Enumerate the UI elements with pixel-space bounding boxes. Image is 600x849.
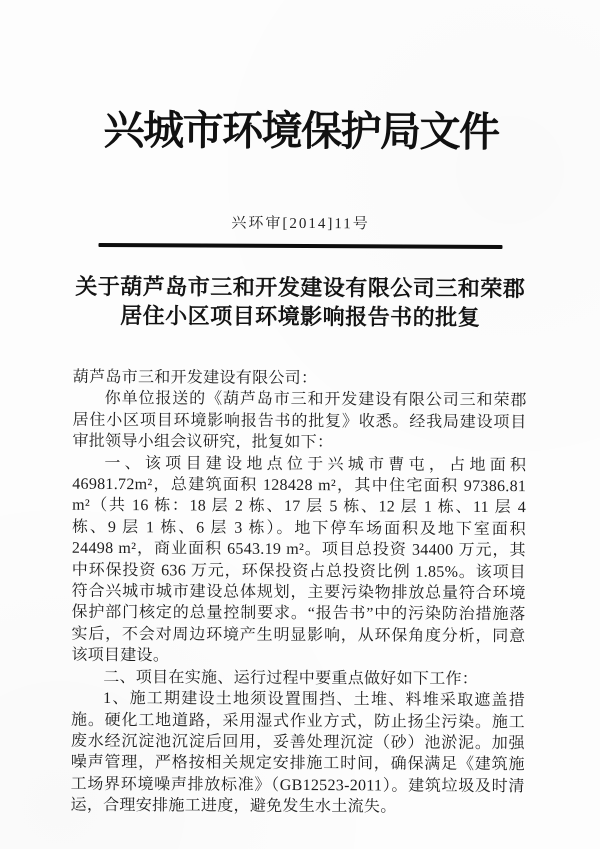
subject-title-line-1: 关于葫芦岛市三和开发建设有限公司三和荣郡 bbox=[75, 273, 526, 302]
body-paragraph-item-2: 二、项目在实施、运行过程中要重点做好如下工作： bbox=[103, 668, 479, 688]
letterhead-divider-line bbox=[98, 243, 502, 249]
document-reference-number: 兴环审[2014]11号 bbox=[231, 215, 370, 233]
subject-title-line-2: 居住小区项目环境影响报告书的批复 bbox=[120, 303, 481, 330]
body-paragraph-intro: 你单位报送的《葫芦岛市三和开发建设有限公司三和荣郡居住小区项目环境影响报告书的批复》收悉。经我局建设项目审批领导小组会议研究，批复如下： bbox=[72, 390, 527, 452]
document-body bbox=[71, 367, 527, 819]
body-paragraph-item-1: 一、该项目建设地点位于兴城市曹屯，占地面积 46981.72m²，总建筑面积 128428 m²，其中住宅面积 97386.81 m²（共 16 栋：18 层 2 栋、17 层 5 栋、12 层 1 栋、11 层 4 栋、9 层 1 栋、6 层 3 栋）。地下停车场面积及地下室面积 24498 m²，商业面积 6543.19 m²。项目总投资 34400 万元，其中环保投资 636 万元，环保投资占总投资比例 1.85%。该项目符合兴城市城市建设总体规划，主要污染物排放总量符合环境保护部门核定的总量控制要求。“报告书”中的污染防治措施落实后，不会对周边环境产生明显影响，从环保角度分析，同意该项目建设。 bbox=[71, 454, 527, 665]
document-subject-title bbox=[73, 272, 527, 332]
agency-letterhead-title: 兴城市环境保护局文件 bbox=[103, 106, 499, 156]
recipient-salutation: 葫芦岛市三和开发建设有限公司： bbox=[72, 368, 318, 388]
body-paragraph-item-2-sub-1: 1、施工期建设土地须设置围挡、土堆、料堆采取遮盖措施。硬化工地道路，采用湿式作业方式，防止扬尘污染。施工废水经沉淀池沉淀后回用，妥善处理沉淀（砂）池淤泥。加强噪声管理，严格按相关规定安排施工时间，确保满足《建筑施工场界环境噪声排放标准》（GB12523-2011）。建筑垃圾及时清运，合理安排施工进度，避免发生水土流失。 bbox=[70, 690, 526, 816]
